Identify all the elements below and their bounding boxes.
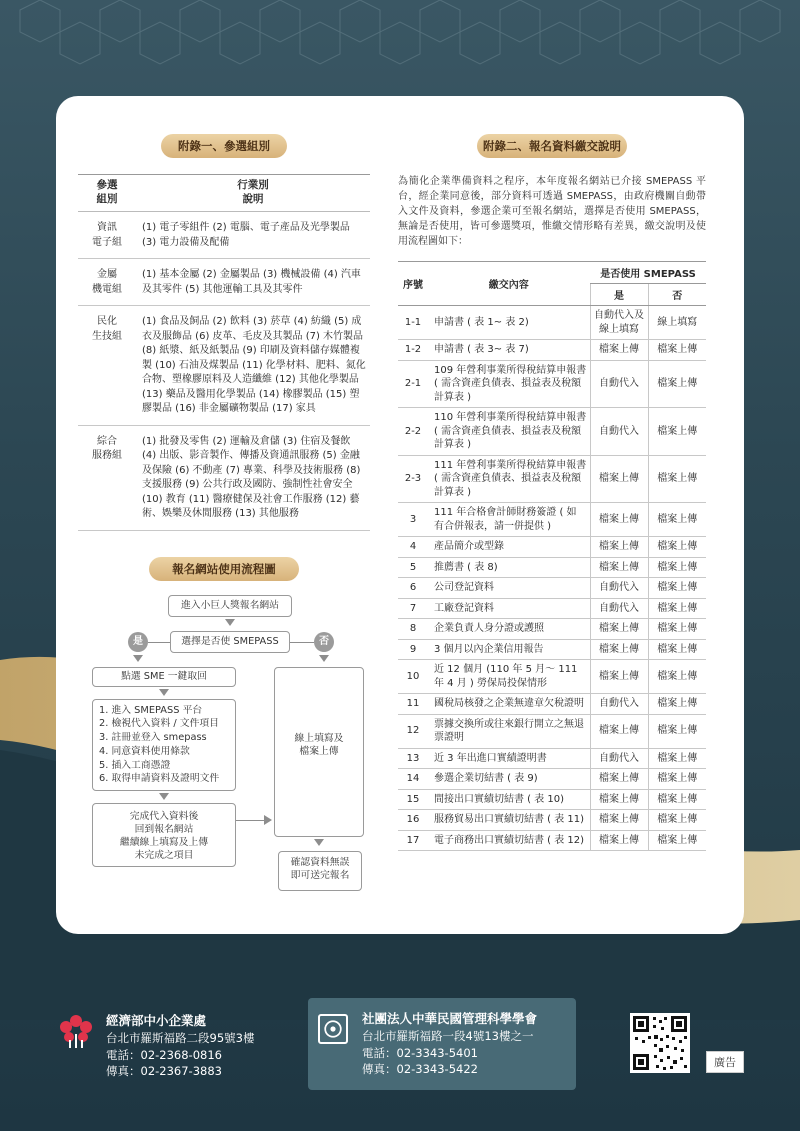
group-name-l2: 生技組 <box>92 330 122 342</box>
right-column <box>398 134 706 851</box>
flow-arrow <box>264 815 272 825</box>
ad-label: 廣告 <box>706 1051 744 1073</box>
one-click-box: 點選 SME 一鍵取回 <box>92 667 236 687</box>
online-l2: 檔案上傳 <box>299 746 339 757</box>
group-name-l1: 綜合 <box>97 435 117 447</box>
confirm-l2: 即可送完報名 <box>290 870 350 881</box>
flow-connector <box>148 642 170 643</box>
row-no: 檔案上傳 <box>648 503 706 537</box>
col-content: 繳交內容 <box>428 262 590 306</box>
online-l1: 線上填寫及 <box>294 732 344 744</box>
group-desc: (1) 基本金屬 (2) 金屬製品 (3) 機械設備 (4) 汽車及其零件 (5) 其他運輸工具及其零件 <box>136 259 370 306</box>
table-row <box>398 810 706 831</box>
row-content: 111 年合格會計師財務簽證 ( 如有合併報表，請一併提供 ) <box>428 503 590 537</box>
group-name-l1: 金屬 <box>97 269 117 281</box>
group-name <box>78 425 136 530</box>
group-desc: (1) 食品及飼品 (2) 飲料 (3) 菸草 (4) 紡織 (5) 成衣及服飾品 (6) 皮革、毛皮及其製品 (7) 木竹製品 (8) 紙漿、紙及紙製品 (9) 印刷及資料儲存媒體複製 (10) 石油及煤製品 (11) 化學材料、肥料、氮化合物、塑橡膠原料及人造纖維 (12) 其他化學製品 (13) 藥品及醫用化學製品 (14) 橡膠製品 (15) 塑膠製品 (16) 非金屬礦物製品 (17) 家具 <box>136 306 370 426</box>
row-yes: 檔案上傳 <box>590 830 648 851</box>
step-item: 4. 同意資料使用條款 <box>99 745 190 757</box>
row-yes: 檔案上傳 <box>590 455 648 503</box>
table-row <box>398 340 706 361</box>
table-row <box>398 455 706 503</box>
row-no: 檔案上傳 <box>648 769 706 790</box>
row-no: 檔案上傳 <box>648 660 706 694</box>
flow-arrow <box>159 793 169 800</box>
group-name-l2: 機電組 <box>92 283 122 295</box>
row-number: 4 <box>398 537 428 558</box>
row-number: 14 <box>398 769 428 790</box>
step-item: 3. 註冊並登入 smepass <box>99 732 207 744</box>
row-yes: 自動代入 <box>590 578 648 599</box>
row-number: 6 <box>398 578 428 599</box>
flow-arrow <box>133 655 143 662</box>
row-no: 檔案上傳 <box>648 694 706 715</box>
submission-body <box>398 306 706 851</box>
row-no: 檔案上傳 <box>648 714 706 748</box>
row-number: 2-2 <box>398 408 428 456</box>
group-desc: (1) 電子零組件 (2) 電腦、電子產品及光學製品 (3) 電力設備及配備 <box>136 212 370 259</box>
appendix2-title: 附錄二、報名資料繳交說明 <box>477 134 627 158</box>
group-name <box>78 212 136 259</box>
row-yes: 檔案上傳 <box>590 340 648 361</box>
row-content: 產品簡介或型錄 <box>428 537 590 558</box>
table-row <box>398 503 706 537</box>
qr-code-icon[interactable] <box>630 1013 690 1073</box>
org1-address: 台北市羅斯福路二段95號3樓 <box>106 1031 255 1046</box>
table-row <box>398 660 706 694</box>
row-yes: 檔案上傳 <box>590 537 648 558</box>
row-content: 國稅局核發之企業無違章欠稅證明 <box>428 694 590 715</box>
row-number: 2-1 <box>398 360 428 408</box>
table-row <box>398 557 706 578</box>
flow-question-box: 選擇是否使 SMEPASS <box>170 631 290 653</box>
table-row <box>398 408 706 456</box>
desc-header-cell <box>136 175 370 212</box>
row-content: 110 年營利事業所得稅結算申報書 ( 需含資產負債表、損益表及稅額計算表 ) <box>428 408 590 456</box>
row-number: 10 <box>398 660 428 694</box>
submission-header <box>398 262 706 284</box>
step-item: 2. 檢視代入資料 / 文件項目 <box>99 718 219 730</box>
row-yes: 自動代入 <box>590 748 648 769</box>
desc-header-l2: 說明 <box>242 192 264 205</box>
row-content: 票據交換所或往來銀行開立之無退票證明 <box>428 714 590 748</box>
flow-arrow <box>159 689 169 696</box>
org2-name: 社團法人中華民國管理科學學會 <box>362 1011 538 1026</box>
row-content: 推薦書 ( 表 8) <box>428 557 590 578</box>
row-number: 3 <box>398 503 428 537</box>
flow-arrow <box>225 619 235 626</box>
row-no: 檔案上傳 <box>648 455 706 503</box>
row-no: 檔案上傳 <box>648 619 706 640</box>
row-number: 17 <box>398 830 428 851</box>
row-yes: 檔案上傳 <box>590 769 648 790</box>
org1-name: 經濟部中小企業處 <box>106 1013 207 1028</box>
group-header-l2: 組別 <box>96 192 118 205</box>
row-content: 申請書 ( 表 3~ 表 7) <box>428 340 590 361</box>
appendix2-intro: 為簡化企業準備資料之程序，本年度報名網站已介接 SMEPASS 平台，經企業同意後，部分資料可透過 SMEPASS，由政府機關自動帶入文件及資料，參選企業可至報名網站，選擇是否使用 SMEPASS，無論是否使用，皆可參選獎項，惟繳交情形略有差異，繳交說明及使用流程圖如下： <box>398 176 706 247</box>
row-content: 參選企業切結書 ( 表 9) <box>428 769 590 790</box>
smepass-steps-box <box>92 699 236 791</box>
flow-arrow <box>319 655 329 662</box>
row-no: 檔案上傳 <box>648 408 706 456</box>
complete-box <box>92 803 236 867</box>
row-no: 檔案上傳 <box>648 340 706 361</box>
step-item: 5. 插入工商憑證 <box>99 759 171 771</box>
table-row <box>398 748 706 769</box>
flow-connector <box>290 642 314 643</box>
org2-tel: 電話：02-3343-5401 <box>362 1045 478 1060</box>
row-no: 線上填寫 <box>648 306 706 340</box>
confirm-box <box>278 851 362 891</box>
table-row <box>398 769 706 790</box>
row-yes: 自動代入 <box>590 694 648 715</box>
plum-blossom-logo-icon <box>56 1012 96 1052</box>
flow-connector <box>236 820 266 821</box>
table-row <box>398 578 706 599</box>
group-name <box>78 259 136 306</box>
submission-table <box>398 261 706 851</box>
org1-text <box>106 1012 254 1080</box>
group-header-cell <box>78 175 136 212</box>
row-content: 間接出口實績切結書 ( 表 10) <box>428 789 590 810</box>
yes-badge: 是 <box>128 632 148 652</box>
row-yes: 檔案上傳 <box>590 639 648 660</box>
row-number: 1-2 <box>398 340 428 361</box>
row-number: 15 <box>398 789 428 810</box>
table-row <box>398 830 706 851</box>
table-row <box>398 714 706 748</box>
org2-address: 台北市羅斯福路一段4號13樓之一 <box>362 1029 534 1044</box>
row-no: 檔案上傳 <box>648 748 706 769</box>
row-content: 公司登記資料 <box>428 578 590 599</box>
row-content: 3 個月以內企業信用報告 <box>428 639 590 660</box>
row-yes: 自動代入 <box>590 360 648 408</box>
row-yes: 檔案上傳 <box>590 619 648 640</box>
step-item: 6. 取得申請資料及證明文件 <box>99 773 220 785</box>
row-yes: 自動代入 <box>590 408 648 456</box>
row-no: 檔案上傳 <box>648 598 706 619</box>
table-row <box>398 619 706 640</box>
group-name-l2: 服務組 <box>92 450 122 462</box>
table-row <box>398 639 706 660</box>
appendix1-title: 附錄一、參選組別 <box>161 134 287 158</box>
row-no: 檔案上傳 <box>648 639 706 660</box>
col-no-use: 否 <box>648 284 706 306</box>
online-upload-box <box>274 667 364 837</box>
group-name-l1: 民化 <box>97 316 117 328</box>
step-item: 1. 進入 SMEPASS 平台 <box>99 704 203 716</box>
row-content: 近 3 年出進口實績證明書 <box>428 748 590 769</box>
org1-tel: 電話：02-2368-0816 <box>106 1047 222 1062</box>
row-yes: 自動代入及線上填寫 <box>590 306 648 340</box>
row-number: 11 <box>398 694 428 715</box>
org2-fax: 傳真：02-3343-5422 <box>362 1062 478 1077</box>
complete-l4: 未完成之項目 <box>134 850 194 862</box>
row-number: 16 <box>398 810 428 831</box>
row-no: 檔案上傳 <box>648 360 706 408</box>
society-logo-icon <box>318 1014 348 1044</box>
group-table <box>78 174 370 531</box>
group-name-l2: 電子組 <box>92 236 122 248</box>
col-no: 序號 <box>398 262 428 306</box>
row-number: 5 <box>398 557 428 578</box>
row-number: 2-3 <box>398 455 428 503</box>
row-no: 檔案上傳 <box>648 557 706 578</box>
complete-l1: 完成代入資料後 <box>129 810 199 822</box>
confirm-l1: 確認資料無誤 <box>290 856 350 868</box>
row-no: 檔案上傳 <box>648 578 706 599</box>
org1-fax: 傳真：02-2367-3883 <box>106 1064 222 1079</box>
table-row <box>78 259 370 306</box>
row-content: 109 年營利事業所得稅結算申報書 ( 需含資產負債表、損益表及稅額計算表 ) <box>428 360 590 408</box>
table-row <box>398 789 706 810</box>
group-header-l1: 參選 <box>96 179 118 191</box>
left-column <box>78 134 370 902</box>
row-no: 檔案上傳 <box>648 789 706 810</box>
org2-text <box>362 1010 537 1078</box>
col-use: 是否使用 SMEPASS <box>590 262 706 284</box>
row-yes: 檔案上傳 <box>590 789 648 810</box>
row-number: 9 <box>398 639 428 660</box>
flow-chart <box>78 557 370 902</box>
row-content: 申請書 ( 表 1~ 表 2) <box>428 306 590 340</box>
flow-start-box: 進入小巨人獎報名網站 <box>168 595 292 617</box>
flow-arrow <box>314 839 324 846</box>
row-yes: 自動代入 <box>590 598 648 619</box>
row-yes: 檔案上傳 <box>590 557 648 578</box>
table-row <box>78 306 370 426</box>
row-number: 12 <box>398 714 428 748</box>
row-yes: 檔案上傳 <box>590 714 648 748</box>
row-content: 工廠登記資料 <box>428 598 590 619</box>
row-yes: 檔案上傳 <box>590 660 648 694</box>
group-desc: (1) 批發及零售 (2) 運輸及倉儲 (3) 住宿及餐飲 (4) 出版、影音製作、傳播及資通訊服務 (5) 金融及保險 (6) 不動產 (7) 專業、科學及技術服務 (8) 支援服務 (9) 公共行政及國防、強制性社會安全 (10) 教育 (11) 醫療健保及社會工作服務 (12) 藝術、娛樂及休閒服務 (13) 其他服務 <box>136 425 370 530</box>
row-number: 8 <box>398 619 428 640</box>
table-row <box>398 694 706 715</box>
group-name-l1: 資訊 <box>97 222 117 234</box>
footer-org2 <box>308 998 576 1090</box>
no-badge: 否 <box>314 632 334 652</box>
row-content: 電子商務出口實績切結書 ( 表 12) <box>428 830 590 851</box>
desc-header-l1: 行業別 <box>237 179 269 191</box>
row-no: 檔案上傳 <box>648 810 706 831</box>
group-name <box>78 306 136 426</box>
row-number: 1-1 <box>398 306 428 340</box>
table-row <box>78 212 370 259</box>
row-no: 檔案上傳 <box>648 830 706 851</box>
table-row <box>398 598 706 619</box>
hexagon-pattern <box>0 0 800 110</box>
table-row <box>398 306 706 340</box>
row-content: 111 年營利事業所得稅結算申報書 ( 需含資產負債表、損益表及稅額計算表 ) <box>428 455 590 503</box>
row-number: 7 <box>398 598 428 619</box>
col-yes: 是 <box>590 284 648 306</box>
row-number: 13 <box>398 748 428 769</box>
table-row <box>398 537 706 558</box>
group-table-header <box>78 175 370 212</box>
complete-l3: 繼續線上填寫及上傳 <box>119 837 209 849</box>
row-content: 企業負責人身分證或護照 <box>428 619 590 640</box>
flow-title: 報名網站使用流程圖 <box>149 557 299 581</box>
table-row <box>398 360 706 408</box>
row-yes: 檔案上傳 <box>590 810 648 831</box>
row-no: 檔案上傳 <box>648 537 706 558</box>
table-row <box>78 425 370 530</box>
row-yes: 檔案上傳 <box>590 503 648 537</box>
row-content: 服務貿易出口實績切結書 ( 表 11) <box>428 810 590 831</box>
complete-l2: 回到報名網站 <box>134 824 194 835</box>
row-content: 近 12 個月 (110 年 5 月～ 111 年 4 月 ) 勞保局投保情形 <box>428 660 590 694</box>
